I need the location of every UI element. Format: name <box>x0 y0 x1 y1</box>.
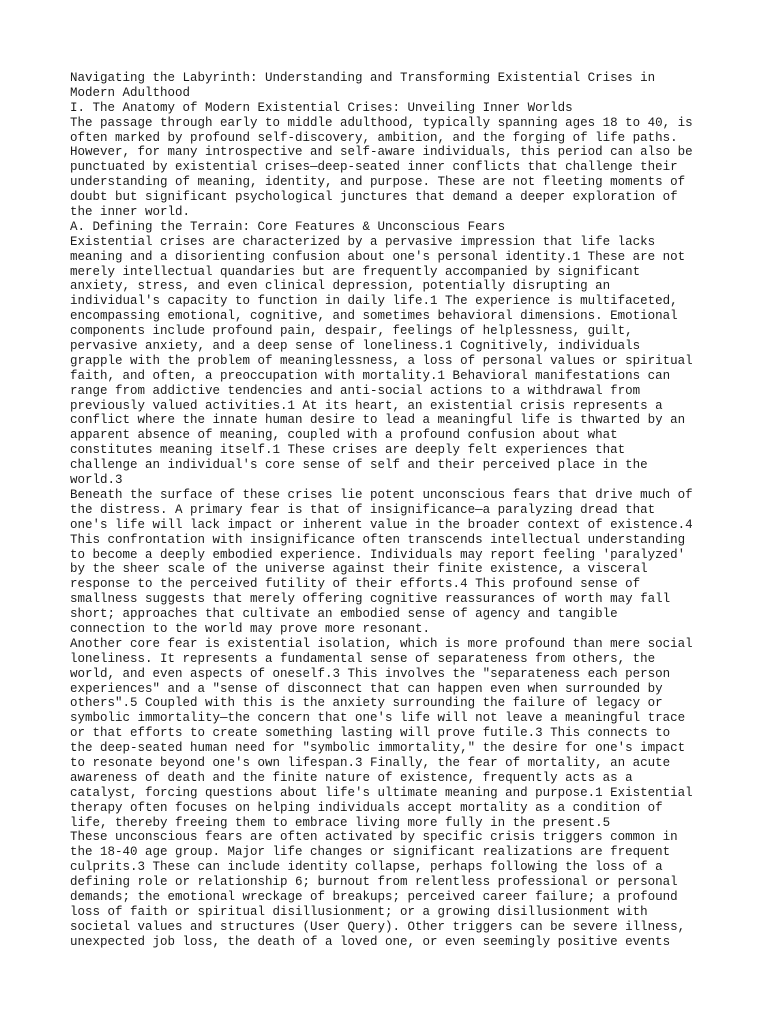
text-line: symbolic immortality—the concern that one's life will not leave a meaningful trace <box>70 711 686 726</box>
text-line: therapy often focuses on helping individuals accept mortality as a condition of <box>70 800 663 815</box>
text-line: apparent absence of meaning, coupled with a profound confusion about what <box>70 428 618 443</box>
text-line: meaning and a disorienting confusion about one's personal identity.1 These are not <box>70 249 686 264</box>
text-line: the inner world. <box>70 205 191 220</box>
text-line: merely intellectual quandaries but are frequently accompanied by significant <box>70 264 641 279</box>
text-line: connection to the world may prove more resonant. <box>70 621 431 636</box>
text-line: experiences" and a "sense of disconnect that can happen even when surrounded by <box>70 681 663 696</box>
text-line: Another core fear is existential isolation, which is more profound than mere social <box>70 636 693 651</box>
text-line: short; approaches that cultivate an embodied sense of agency and tangible <box>70 607 618 622</box>
text-line: A. Defining the Terrain: Core Features & Unconscious Fears <box>70 219 506 234</box>
text-line: doubt but significant psychological junctures that demand a deeper exploration of <box>70 190 678 205</box>
text-line: Beneath the surface of these crises lie potent unconscious fears that drive much of <box>70 487 693 502</box>
text-line: or that efforts to create something lasting will prove futile.3 This connects to <box>70 726 671 741</box>
text-line: response to the perceived futility of their efforts.4 This profound sense of <box>70 577 641 592</box>
text-line: Modern Adulthood <box>70 85 191 100</box>
text-line: encompassing emotional, cognitive, and sometimes behavioral dimensions. Emotional <box>70 309 678 324</box>
text-line: the deep-seated human need for "symbolic immortality," the desire for one's impact <box>70 741 686 756</box>
text-line: understanding of meaning, identity, and purpose. These are not fleeting moments of <box>70 175 686 190</box>
text-line: The passage through early to middle adulthood, typically spanning ages 18 to 40, is <box>70 115 693 130</box>
text-line: constitutes meaning itself.1 These crises are deeply felt experiences that <box>70 443 626 458</box>
text-line: demands; the emotional wreckage of breakups; perceived career failure; a profound <box>70 889 678 904</box>
document-page <box>70 71 710 950</box>
text-line: These unconscious fears are often activated by specific crisis triggers common in <box>70 830 678 845</box>
text-line: loss of faith or spiritual disillusionment; or a growing disillusionment with <box>70 904 648 919</box>
text-line: culprits.3 These can include identity collapse, perhaps following the loss of a <box>70 860 663 875</box>
text-line: the 18-40 age group. Major life changes or significant realizations are frequent <box>70 845 671 860</box>
text-line: However, for many introspective and self-aware individuals, this period can also be <box>70 145 693 160</box>
text-line: societal values and structures (User Query). Other triggers can be severe illness, <box>70 919 686 934</box>
text-line: catalyst, forcing questions about life's ultimate meaning and purpose.1 Existential <box>70 785 693 800</box>
text-line: range from addictive tendencies and anti-social actions to a withdrawal from <box>70 383 641 398</box>
text-line: to become a deeply embodied experience. Individuals may report feeling 'paralyzed' <box>70 547 686 562</box>
text-line: challenge an individual's core sense of self and their perceived place in the <box>70 458 648 473</box>
text-line: punctuated by existential crises—deep-seated inner conflicts that challenge their <box>70 160 678 175</box>
text-line: others".5 Coupled with this is the anxiety surrounding the failure of legacy or <box>70 696 663 711</box>
text-line: world.3 <box>70 473 123 488</box>
text-line: faith, and often, a preoccupation with mortality.1 Behavioral manifestations can <box>70 368 671 383</box>
text-line: conflict where the innate human desire to lead a meaningful life is thwarted by an <box>70 413 686 428</box>
text-line: often marked by profound self-discovery, ambition, and the forging of life paths. <box>70 130 678 145</box>
text-line: defining role or relationship 6; burnout from relentless professional or personal <box>70 875 678 890</box>
text-line: I. The Anatomy of Modern Existential Crises: Unveiling Inner Worlds <box>70 100 573 115</box>
text-line: life, thereby freeing them to embrace living more fully in the present.5 <box>70 815 611 830</box>
text-line: by the sheer scale of the universe against their finite existence, a visceral <box>70 562 648 577</box>
text-line: individual's capacity to function in daily life.1 The experience is multifaceted, <box>70 294 678 309</box>
text-line: loneliness. It represents a fundamental sense of separateness from others, the <box>70 651 656 666</box>
text-line: grapple with the problem of meaninglessness, a loss of personal values or spiritual <box>70 353 693 368</box>
text-line: Navigating the Labyrinth: Understanding and Transforming Existential Crises in <box>70 71 656 85</box>
text-line: smallness suggests that merely offering cognitive reassurances of worth may fall <box>70 592 671 607</box>
text-line: one's life will lack impact or inherent value in the broader context of existence.4 <box>70 517 693 532</box>
text-line: the distress. A primary fear is that of insignificance—a paralyzing dread that <box>70 502 656 517</box>
text-line: unexpected job loss, the death of a loved one, or even seemingly positive events <box>70 934 671 949</box>
text-line: anxiety, stress, and even clinical depression, potentially disrupting an <box>70 279 611 294</box>
text-line: world, and even aspects of oneself.3 This involves the "separateness each person <box>70 666 671 681</box>
text-line: This confrontation with insignificance often transcends intellectual understanding <box>70 532 686 547</box>
text-line: previously valued activities.1 At its heart, an existential crisis represents a <box>70 398 663 413</box>
text-line: awareness of death and the finite nature of existence, frequently acts as a <box>70 770 633 785</box>
text-line: components include profound pain, despair, feelings of helplessness, guilt, <box>70 324 633 339</box>
text-line: Existential crises are characterized by a pervasive impression that life lacks <box>70 234 656 249</box>
text-line: pervasive anxiety, and a deep sense of loneliness.1 Cognitively, individuals <box>70 339 641 354</box>
text-line: to resonate beyond one's own lifespan.3 Finally, the fear of mortality, an acute <box>70 755 671 770</box>
